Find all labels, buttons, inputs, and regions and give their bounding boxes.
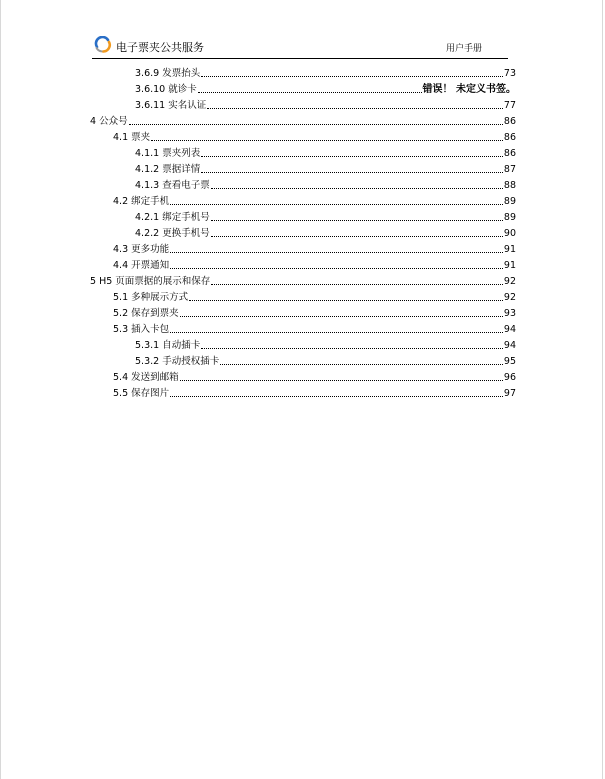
toc-page-number: 86 [503, 116, 516, 127]
toc-entry-title: 5.5 保存图片 [113, 388, 170, 399]
toc-page-number: 93 [503, 308, 516, 319]
table-of-contents [90, 64, 516, 400]
page-edge-left [0, 0, 1, 779]
toc-entry[interactable] [90, 304, 516, 320]
toc-entry[interactable] [90, 208, 516, 224]
toc-entry-title: 5.3 插入卡包 [113, 324, 170, 335]
toc-entry-title: 5.3.2 手动授权插卡 [135, 356, 220, 367]
toc-page-number: 88 [503, 180, 516, 191]
toc-dot-leader [170, 331, 503, 333]
toc-entry[interactable] [90, 160, 516, 176]
toc-entry[interactable] [90, 144, 516, 160]
toc-entry-title: 4.2.2 更换手机号 [135, 228, 210, 239]
toc-entry[interactable] [90, 256, 516, 272]
toc-dot-leader [129, 123, 503, 125]
toc-entry[interactable] [90, 320, 516, 336]
toc-page-number: 89 [503, 196, 516, 207]
toc-page-number: 91 [503, 260, 516, 271]
toc-page-number: 90 [503, 228, 516, 239]
toc-dot-leader [180, 379, 503, 381]
toc-dot-leader [220, 363, 503, 365]
toc-dot-leader [211, 235, 503, 237]
toc-bookmark-error: 错误！ 未定义书签。 [422, 84, 516, 95]
toc-page-number: 91 [503, 244, 516, 255]
toc-dot-leader [180, 315, 503, 317]
toc-page-number: 86 [503, 132, 516, 143]
toc-page-number: 92 [503, 276, 516, 287]
toc-entry-title: 5 H5 页面票据的展示和保存 [90, 276, 211, 287]
toc-entry-title: 4.3 更多功能 [113, 244, 170, 255]
toc-entry[interactable] [90, 272, 516, 288]
toc-entry[interactable] [90, 288, 516, 304]
toc-dot-leader [170, 395, 503, 397]
toc-dot-leader [201, 171, 503, 173]
toc-entry[interactable] [90, 112, 516, 128]
toc-dot-leader [189, 299, 503, 301]
toc-page-number: 94 [503, 324, 516, 335]
toc-entry-title: 5.4 发送到邮箱 [113, 372, 179, 383]
toc-entry[interactable] [90, 192, 516, 208]
logo-icon [94, 36, 112, 54]
toc-page-number: 87 [503, 164, 516, 175]
toc-entry[interactable] [90, 240, 516, 256]
toc-page-number: 92 [503, 292, 516, 303]
toc-entry-title: 5.3.1 自动插卡 [135, 340, 201, 351]
toc-entry[interactable] [90, 224, 516, 240]
page-header [92, 36, 508, 59]
toc-page-number: 89 [503, 212, 516, 223]
toc-page-number: 94 [503, 340, 516, 351]
page-edge-right [602, 0, 603, 779]
toc-entry[interactable] [90, 336, 516, 352]
toc-entry-title: 4.1.3 查看电子票 [135, 180, 210, 191]
toc-entry-title: 4.1 票夹 [113, 132, 151, 143]
toc-dot-leader [151, 139, 503, 141]
toc-entry-title: 3.6.10 就诊卡 [135, 84, 197, 95]
toc-page-number: 73 [503, 68, 516, 79]
toc-dot-leader [211, 187, 503, 189]
toc-entry[interactable] [90, 176, 516, 192]
toc-entry-title: 4.4 开票通知 [113, 260, 170, 271]
toc-page-number: 97 [503, 388, 516, 399]
toc-dot-leader [170, 267, 503, 269]
toc-dot-leader [201, 75, 503, 77]
toc-entry-title: 5.2 保存到票夹 [113, 308, 179, 319]
toc-entry[interactable] [90, 128, 516, 144]
toc-dot-leader [170, 251, 503, 253]
toc-entry[interactable] [90, 64, 516, 80]
toc-dot-leader [201, 155, 503, 157]
toc-entry-title: 4.1.1 票夹列表 [135, 148, 201, 159]
toc-entry-title: 4.1.2 票据详情 [135, 164, 201, 175]
toc-entry-title: 3.6.9 发票抬头 [135, 68, 201, 79]
toc-entry[interactable] [90, 352, 516, 368]
toc-dot-leader [211, 283, 503, 285]
toc-entry[interactable] [90, 368, 516, 384]
header-title: 电子票夹公共服务 [116, 41, 204, 54]
toc-entry-title: 4.2 绑定手机 [113, 196, 170, 207]
toc-entry-title: 4 公众号 [90, 116, 128, 127]
toc-page-number: 95 [503, 356, 516, 367]
toc-entry[interactable] [90, 96, 516, 112]
toc-entry-title: 5.1 多种展示方式 [113, 292, 189, 303]
toc-entry[interactable] [90, 80, 516, 96]
toc-page-number: 77 [503, 100, 516, 111]
toc-dot-leader [201, 347, 503, 349]
toc-entry-title: 4.2.1 绑定手机号 [135, 212, 210, 223]
toc-page-number: 96 [503, 372, 516, 383]
toc-dot-leader [211, 219, 503, 221]
toc-entry-title: 3.6.11 实名认证 [135, 100, 207, 111]
toc-page-number: 86 [503, 148, 516, 159]
toc-dot-leader [170, 203, 503, 205]
toc-dot-leader [198, 91, 422, 93]
header-doc-type: 用户手册 [445, 44, 482, 54]
toc-entry[interactable] [90, 384, 516, 400]
toc-dot-leader [207, 107, 503, 109]
